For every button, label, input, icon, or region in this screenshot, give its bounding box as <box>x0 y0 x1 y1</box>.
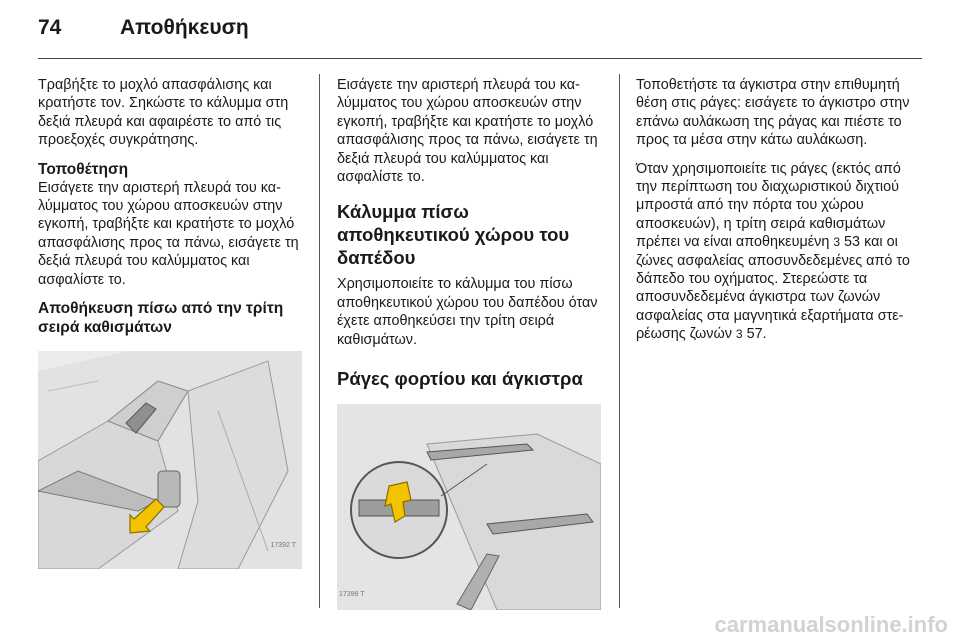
cargo-cover-drawing <box>38 351 302 569</box>
rails-paragraph-1: Τοποθετήστε τα άγκιστρα στην επιθυμητή θέση στις ράγες: εισάγετε το άγκιστρο στην επάνω αυλάκωση της ράγας και πιέστε το προς τα μέσα στην κάτω αυλάκωση. <box>636 77 910 149</box>
rails-heading: Ράγες φορτίου και άγκιστρα <box>337 368 583 390</box>
install-heading: Τοποθέτηση <box>38 160 129 178</box>
ref-arrow-icon: 3 <box>833 235 841 250</box>
figure-code: 17398 T <box>339 590 365 598</box>
install-paragraph: Εισάγετε την αριστερή πλευρά του καλύμματος του χώρου αποσκευών στην εγκοπή, τραβήξτε και κρατήστε το μοχλό απασφάλισης προς τα πάνω, εισάγετε τη δεξιά πλευρά του καλύμματος και ασφαλίστε το. <box>38 179 299 288</box>
load-rails-drawing <box>337 404 601 610</box>
page-ref[interactable]: 53 <box>844 234 861 251</box>
page-title: Αποθήκευση <box>120 16 249 39</box>
cargo-cover-illustration <box>38 351 302 569</box>
column-divider <box>619 74 620 608</box>
install-paragraph-2: Εισάγετε την αριστερή πλευρά του καλύμματος του χώρου αποσκευών στην εγκοπή, τραβήξτε και κρατήστε το μοχλό απασφάλισης προς τα πάνω, εισάγετε τη δεξιά πλευρά του καλύμματος και ασφαλίστε το. <box>337 77 598 186</box>
page-ref[interactable]: 57 <box>746 326 763 343</box>
floor-cover-heading: Κάλυμμα πίσω αποθηκευτικού χώρου του δαπέδου <box>337 201 570 269</box>
column-divider <box>319 74 320 608</box>
header-rule <box>38 58 922 59</box>
column-1 <box>38 76 306 569</box>
page-number: 74 <box>38 16 62 39</box>
page-header <box>38 16 249 52</box>
column-2 <box>337 76 605 610</box>
figure-code: 17392 T <box>270 541 296 549</box>
load-rails-illustration <box>337 404 601 610</box>
floor-cover-paragraph: Χρησιμοποιείτε το κάλυμμα του πίσω αποθηκευτικού χώρου του δαπέδου όταν έχετε αποθηκεύσει την τρίτη σειρά καθισμάτων. <box>337 276 598 348</box>
watermark: carmanualsonline.info <box>714 612 948 637</box>
column-3 <box>636 76 914 354</box>
storage-heading: Αποθήκευση πίσω από την τρίτη σειρά καθισμάτων <box>38 300 284 337</box>
rails-paragraph-2: Όταν χρησιμοποιείτε τις ράγες (εκτός από την περίπτωση του διαχωριστικού διχτιού μπροστά από την πόρτα του χώρου αποσκευών), η τρίτη σειρά καθισμάτων πρέπει να είναι αποθηκευμένη 3 53 και οι ζώνες ασφαλείας αποσυνδεδεμένες από το δάπεδο του οχήματος. Στερεώστε τα αποσυνδεδεμένα άγκιστρα των ζωνών ασφαλείας στα μαγνητικά εξαρτήματα στερέωσης ζωνών 3 57. <box>636 160 910 343</box>
intro-paragraph: Τραβήξτε το μοχλό απασφάλισης και κρατήστε τον. Σηκώστε το κάλυμμα στη δεξιά πλευρά και αφαιρέστε το από τις προεξοχές συγκράτησης. <box>38 77 289 149</box>
ref-arrow-icon: 3 <box>735 327 743 342</box>
